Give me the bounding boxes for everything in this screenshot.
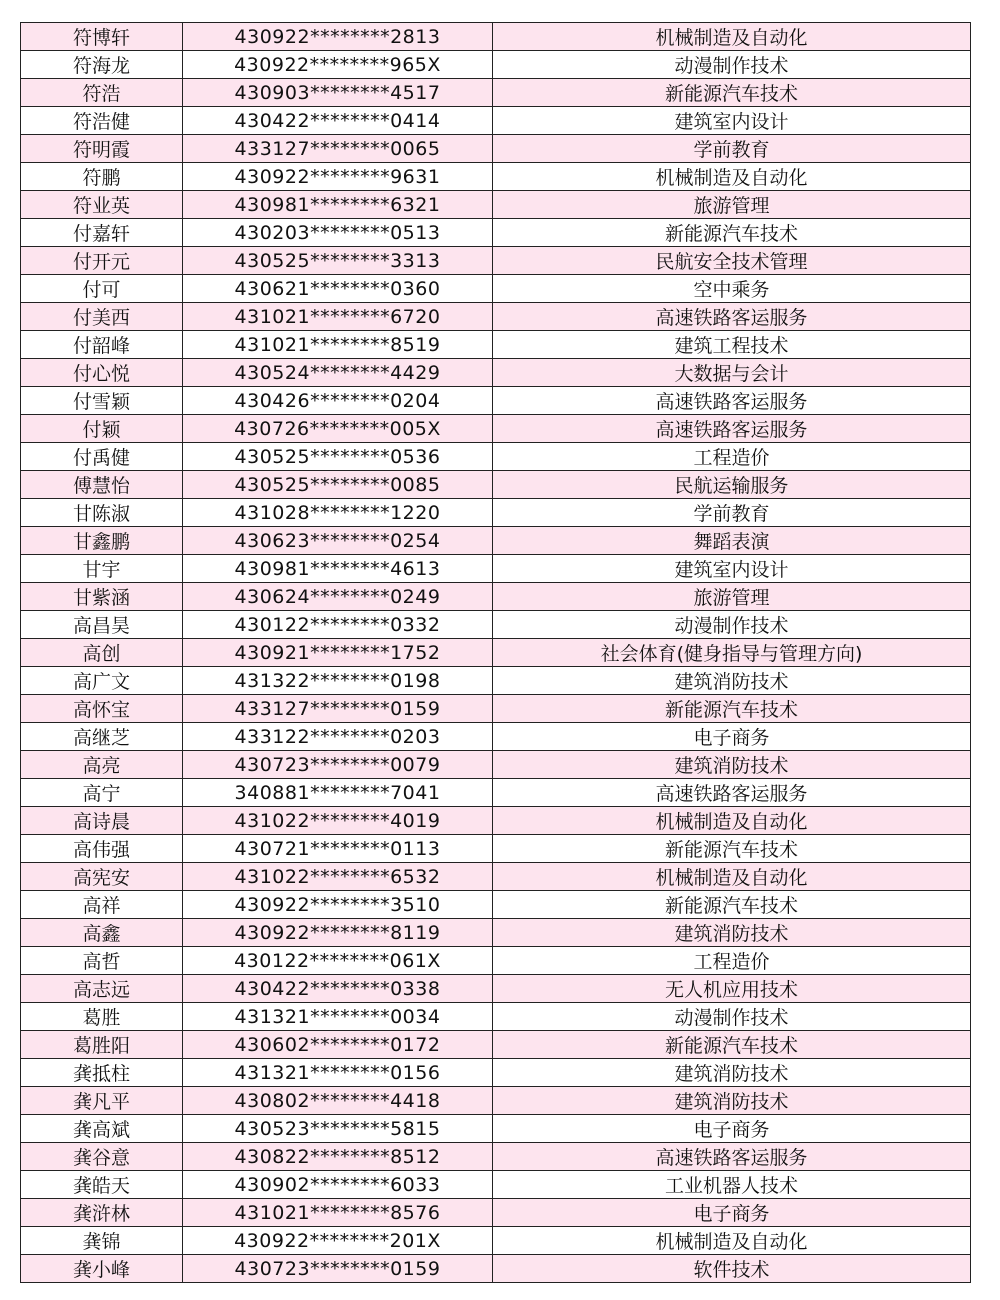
major-cell: 建筑消防技术 bbox=[493, 1087, 971, 1115]
table-row bbox=[21, 751, 971, 779]
major-cell: 旅游管理 bbox=[493, 191, 971, 219]
id-number-cell: 430922********9631 bbox=[183, 163, 493, 191]
id-number-cell: 430902********6033 bbox=[183, 1171, 493, 1199]
major-cell: 社会体育(健身指导与管理方向) bbox=[493, 639, 971, 667]
student-name-cell: 符明霞 bbox=[21, 135, 183, 163]
table-row bbox=[21, 443, 971, 471]
major-cell: 学前教育 bbox=[493, 499, 971, 527]
student-name-cell: 高昌昊 bbox=[21, 611, 183, 639]
table-row bbox=[21, 779, 971, 807]
table-row bbox=[21, 1059, 971, 1087]
table-row bbox=[21, 975, 971, 1003]
id-number-cell: 433127********0065 bbox=[183, 135, 493, 163]
student-name-cell: 高广文 bbox=[21, 667, 183, 695]
student-name-cell: 付心悦 bbox=[21, 359, 183, 387]
student-name-cell: 高哲 bbox=[21, 947, 183, 975]
major-cell: 机械制造及自动化 bbox=[493, 1227, 971, 1255]
student-name-cell: 付嘉轩 bbox=[21, 219, 183, 247]
student-name-cell: 高宪安 bbox=[21, 863, 183, 891]
table-row bbox=[21, 163, 971, 191]
student-name-cell: 高志远 bbox=[21, 975, 183, 1003]
table-row bbox=[21, 1255, 971, 1283]
major-cell: 新能源汽车技术 bbox=[493, 219, 971, 247]
major-cell: 工程造价 bbox=[493, 947, 971, 975]
student-name-cell: 付美西 bbox=[21, 303, 183, 331]
major-cell: 电子商务 bbox=[493, 723, 971, 751]
student-name-cell: 高怀宝 bbox=[21, 695, 183, 723]
id-number-cell: 430922********3510 bbox=[183, 891, 493, 919]
major-cell: 机械制造及自动化 bbox=[493, 807, 971, 835]
table-row bbox=[21, 723, 971, 751]
major-cell: 新能源汽车技术 bbox=[493, 695, 971, 723]
table-row bbox=[21, 1171, 971, 1199]
major-cell: 建筑消防技术 bbox=[493, 1059, 971, 1087]
id-number-cell: 431021********8576 bbox=[183, 1199, 493, 1227]
id-number-cell: 430203********0513 bbox=[183, 219, 493, 247]
major-cell: 高速铁路客运服务 bbox=[493, 303, 971, 331]
id-number-cell: 433127********0159 bbox=[183, 695, 493, 723]
major-cell: 民航安全技术管理 bbox=[493, 247, 971, 275]
table-row bbox=[21, 499, 971, 527]
id-number-cell: 430981********6321 bbox=[183, 191, 493, 219]
id-number-cell: 340881********7041 bbox=[183, 779, 493, 807]
major-cell: 旅游管理 bbox=[493, 583, 971, 611]
id-number-cell: 430822********8512 bbox=[183, 1143, 493, 1171]
student-name-cell: 付禹健 bbox=[21, 443, 183, 471]
table-row bbox=[21, 247, 971, 275]
table-row bbox=[21, 303, 971, 331]
id-number-cell: 430525********0085 bbox=[183, 471, 493, 499]
student-name-cell: 甘陈淑 bbox=[21, 499, 183, 527]
student-table-body bbox=[21, 23, 971, 1283]
id-number-cell: 430624********0249 bbox=[183, 583, 493, 611]
table-row bbox=[21, 135, 971, 163]
major-cell: 高速铁路客运服务 bbox=[493, 387, 971, 415]
major-cell: 机械制造及自动化 bbox=[493, 23, 971, 51]
student-name-cell: 甘宇 bbox=[21, 555, 183, 583]
id-number-cell: 430921********1752 bbox=[183, 639, 493, 667]
id-number-cell: 430723********0159 bbox=[183, 1255, 493, 1283]
id-number-cell: 431321********0156 bbox=[183, 1059, 493, 1087]
student-name-cell: 龚凡平 bbox=[21, 1087, 183, 1115]
major-cell: 电子商务 bbox=[493, 1115, 971, 1143]
major-cell: 建筑消防技术 bbox=[493, 751, 971, 779]
id-number-cell: 430426********0204 bbox=[183, 387, 493, 415]
id-number-cell: 431021********8519 bbox=[183, 331, 493, 359]
student-list-sheet bbox=[20, 22, 970, 1283]
major-cell: 建筑消防技术 bbox=[493, 667, 971, 695]
table-row bbox=[21, 695, 971, 723]
student-table bbox=[20, 22, 971, 1283]
table-row bbox=[21, 527, 971, 555]
table-row bbox=[21, 1031, 971, 1059]
major-cell: 学前教育 bbox=[493, 135, 971, 163]
table-row bbox=[21, 1115, 971, 1143]
id-number-cell: 430422********0414 bbox=[183, 107, 493, 135]
id-number-cell: 430723********0079 bbox=[183, 751, 493, 779]
id-number-cell: 430623********0254 bbox=[183, 527, 493, 555]
student-name-cell: 甘紫涵 bbox=[21, 583, 183, 611]
id-number-cell: 430525********0536 bbox=[183, 443, 493, 471]
major-cell: 新能源汽车技术 bbox=[493, 891, 971, 919]
student-name-cell: 高亮 bbox=[21, 751, 183, 779]
major-cell: 动漫制作技术 bbox=[493, 611, 971, 639]
student-name-cell: 龚锦 bbox=[21, 1227, 183, 1255]
id-number-cell: 430621********0360 bbox=[183, 275, 493, 303]
table-row bbox=[21, 919, 971, 947]
table-row bbox=[21, 863, 971, 891]
id-number-cell: 431322********0198 bbox=[183, 667, 493, 695]
table-row bbox=[21, 807, 971, 835]
id-number-cell: 430122********061X bbox=[183, 947, 493, 975]
major-cell: 动漫制作技术 bbox=[493, 1003, 971, 1031]
id-number-cell: 430122********0332 bbox=[183, 611, 493, 639]
student-name-cell: 付可 bbox=[21, 275, 183, 303]
table-row bbox=[21, 583, 971, 611]
student-name-cell: 龚谷意 bbox=[21, 1143, 183, 1171]
table-row bbox=[21, 79, 971, 107]
major-cell: 舞蹈表演 bbox=[493, 527, 971, 555]
major-cell: 建筑工程技术 bbox=[493, 331, 971, 359]
table-row bbox=[21, 191, 971, 219]
id-number-cell: 430524********4429 bbox=[183, 359, 493, 387]
table-row bbox=[21, 219, 971, 247]
student-name-cell: 葛胜 bbox=[21, 1003, 183, 1031]
table-row bbox=[21, 835, 971, 863]
major-cell: 民航运输服务 bbox=[493, 471, 971, 499]
student-name-cell: 龚小峰 bbox=[21, 1255, 183, 1283]
major-cell: 建筑室内设计 bbox=[493, 555, 971, 583]
student-name-cell: 付雪颖 bbox=[21, 387, 183, 415]
student-name-cell: 高鑫 bbox=[21, 919, 183, 947]
id-number-cell: 431028********1220 bbox=[183, 499, 493, 527]
id-number-cell: 431022********6532 bbox=[183, 863, 493, 891]
student-name-cell: 高创 bbox=[21, 639, 183, 667]
major-cell: 新能源汽车技术 bbox=[493, 1031, 971, 1059]
major-cell: 无人机应用技术 bbox=[493, 975, 971, 1003]
table-row bbox=[21, 359, 971, 387]
student-name-cell: 符浩健 bbox=[21, 107, 183, 135]
id-number-cell: 430922********8119 bbox=[183, 919, 493, 947]
student-name-cell: 龚皓天 bbox=[21, 1171, 183, 1199]
student-name-cell: 高宁 bbox=[21, 779, 183, 807]
student-name-cell: 付韶峰 bbox=[21, 331, 183, 359]
major-cell: 软件技术 bbox=[493, 1255, 971, 1283]
id-number-cell: 433122********0203 bbox=[183, 723, 493, 751]
major-cell: 高速铁路客运服务 bbox=[493, 415, 971, 443]
id-number-cell: 430721********0113 bbox=[183, 835, 493, 863]
id-number-cell: 431022********4019 bbox=[183, 807, 493, 835]
student-name-cell: 龚抵柱 bbox=[21, 1059, 183, 1087]
major-cell: 电子商务 bbox=[493, 1199, 971, 1227]
id-number-cell: 430523********5815 bbox=[183, 1115, 493, 1143]
table-row bbox=[21, 51, 971, 79]
table-row bbox=[21, 1227, 971, 1255]
major-cell: 工业机器人技术 bbox=[493, 1171, 971, 1199]
student-name-cell: 龚高斌 bbox=[21, 1115, 183, 1143]
student-name-cell: 符鹏 bbox=[21, 163, 183, 191]
id-number-cell: 430726********005X bbox=[183, 415, 493, 443]
student-name-cell: 付开元 bbox=[21, 247, 183, 275]
major-cell: 高速铁路客运服务 bbox=[493, 1143, 971, 1171]
id-number-cell: 430525********3313 bbox=[183, 247, 493, 275]
student-name-cell: 符业英 bbox=[21, 191, 183, 219]
table-row bbox=[21, 639, 971, 667]
student-name-cell: 符浩 bbox=[21, 79, 183, 107]
id-number-cell: 430922********2813 bbox=[183, 23, 493, 51]
table-row bbox=[21, 1003, 971, 1031]
table-row bbox=[21, 415, 971, 443]
table-row bbox=[21, 23, 971, 51]
table-row bbox=[21, 1199, 971, 1227]
student-name-cell: 甘鑫鹏 bbox=[21, 527, 183, 555]
id-number-cell: 430903********4517 bbox=[183, 79, 493, 107]
table-row bbox=[21, 947, 971, 975]
student-name-cell: 葛胜阳 bbox=[21, 1031, 183, 1059]
id-number-cell: 431321********0034 bbox=[183, 1003, 493, 1031]
major-cell: 新能源汽车技术 bbox=[493, 835, 971, 863]
student-name-cell: 符博轩 bbox=[21, 23, 183, 51]
id-number-cell: 430422********0338 bbox=[183, 975, 493, 1003]
table-row bbox=[21, 555, 971, 583]
student-name-cell: 高祥 bbox=[21, 891, 183, 919]
major-cell: 空中乘务 bbox=[493, 275, 971, 303]
id-number-cell: 430802********4418 bbox=[183, 1087, 493, 1115]
table-row bbox=[21, 611, 971, 639]
student-name-cell: 傅慧怡 bbox=[21, 471, 183, 499]
major-cell: 新能源汽车技术 bbox=[493, 79, 971, 107]
major-cell: 动漫制作技术 bbox=[493, 51, 971, 79]
major-cell: 工程造价 bbox=[493, 443, 971, 471]
id-number-cell: 430922********965X bbox=[183, 51, 493, 79]
table-row bbox=[21, 891, 971, 919]
major-cell: 大数据与会计 bbox=[493, 359, 971, 387]
table-row bbox=[21, 107, 971, 135]
table-row bbox=[21, 1143, 971, 1171]
id-number-cell: 430922********201X bbox=[183, 1227, 493, 1255]
table-row bbox=[21, 471, 971, 499]
student-name-cell: 付颖 bbox=[21, 415, 183, 443]
major-cell: 建筑消防技术 bbox=[493, 919, 971, 947]
major-cell: 建筑室内设计 bbox=[493, 107, 971, 135]
major-cell: 机械制造及自动化 bbox=[493, 863, 971, 891]
id-number-cell: 430602********0172 bbox=[183, 1031, 493, 1059]
table-row bbox=[21, 1087, 971, 1115]
major-cell: 高速铁路客运服务 bbox=[493, 779, 971, 807]
id-number-cell: 430981********4613 bbox=[183, 555, 493, 583]
table-row bbox=[21, 667, 971, 695]
student-name-cell: 高继芝 bbox=[21, 723, 183, 751]
student-name-cell: 高诗晨 bbox=[21, 807, 183, 835]
student-name-cell: 高伟强 bbox=[21, 835, 183, 863]
student-name-cell: 符海龙 bbox=[21, 51, 183, 79]
table-row bbox=[21, 387, 971, 415]
student-name-cell: 龚浒林 bbox=[21, 1199, 183, 1227]
id-number-cell: 431021********6720 bbox=[183, 303, 493, 331]
table-row bbox=[21, 275, 971, 303]
table-row bbox=[21, 331, 971, 359]
major-cell: 机械制造及自动化 bbox=[493, 163, 971, 191]
